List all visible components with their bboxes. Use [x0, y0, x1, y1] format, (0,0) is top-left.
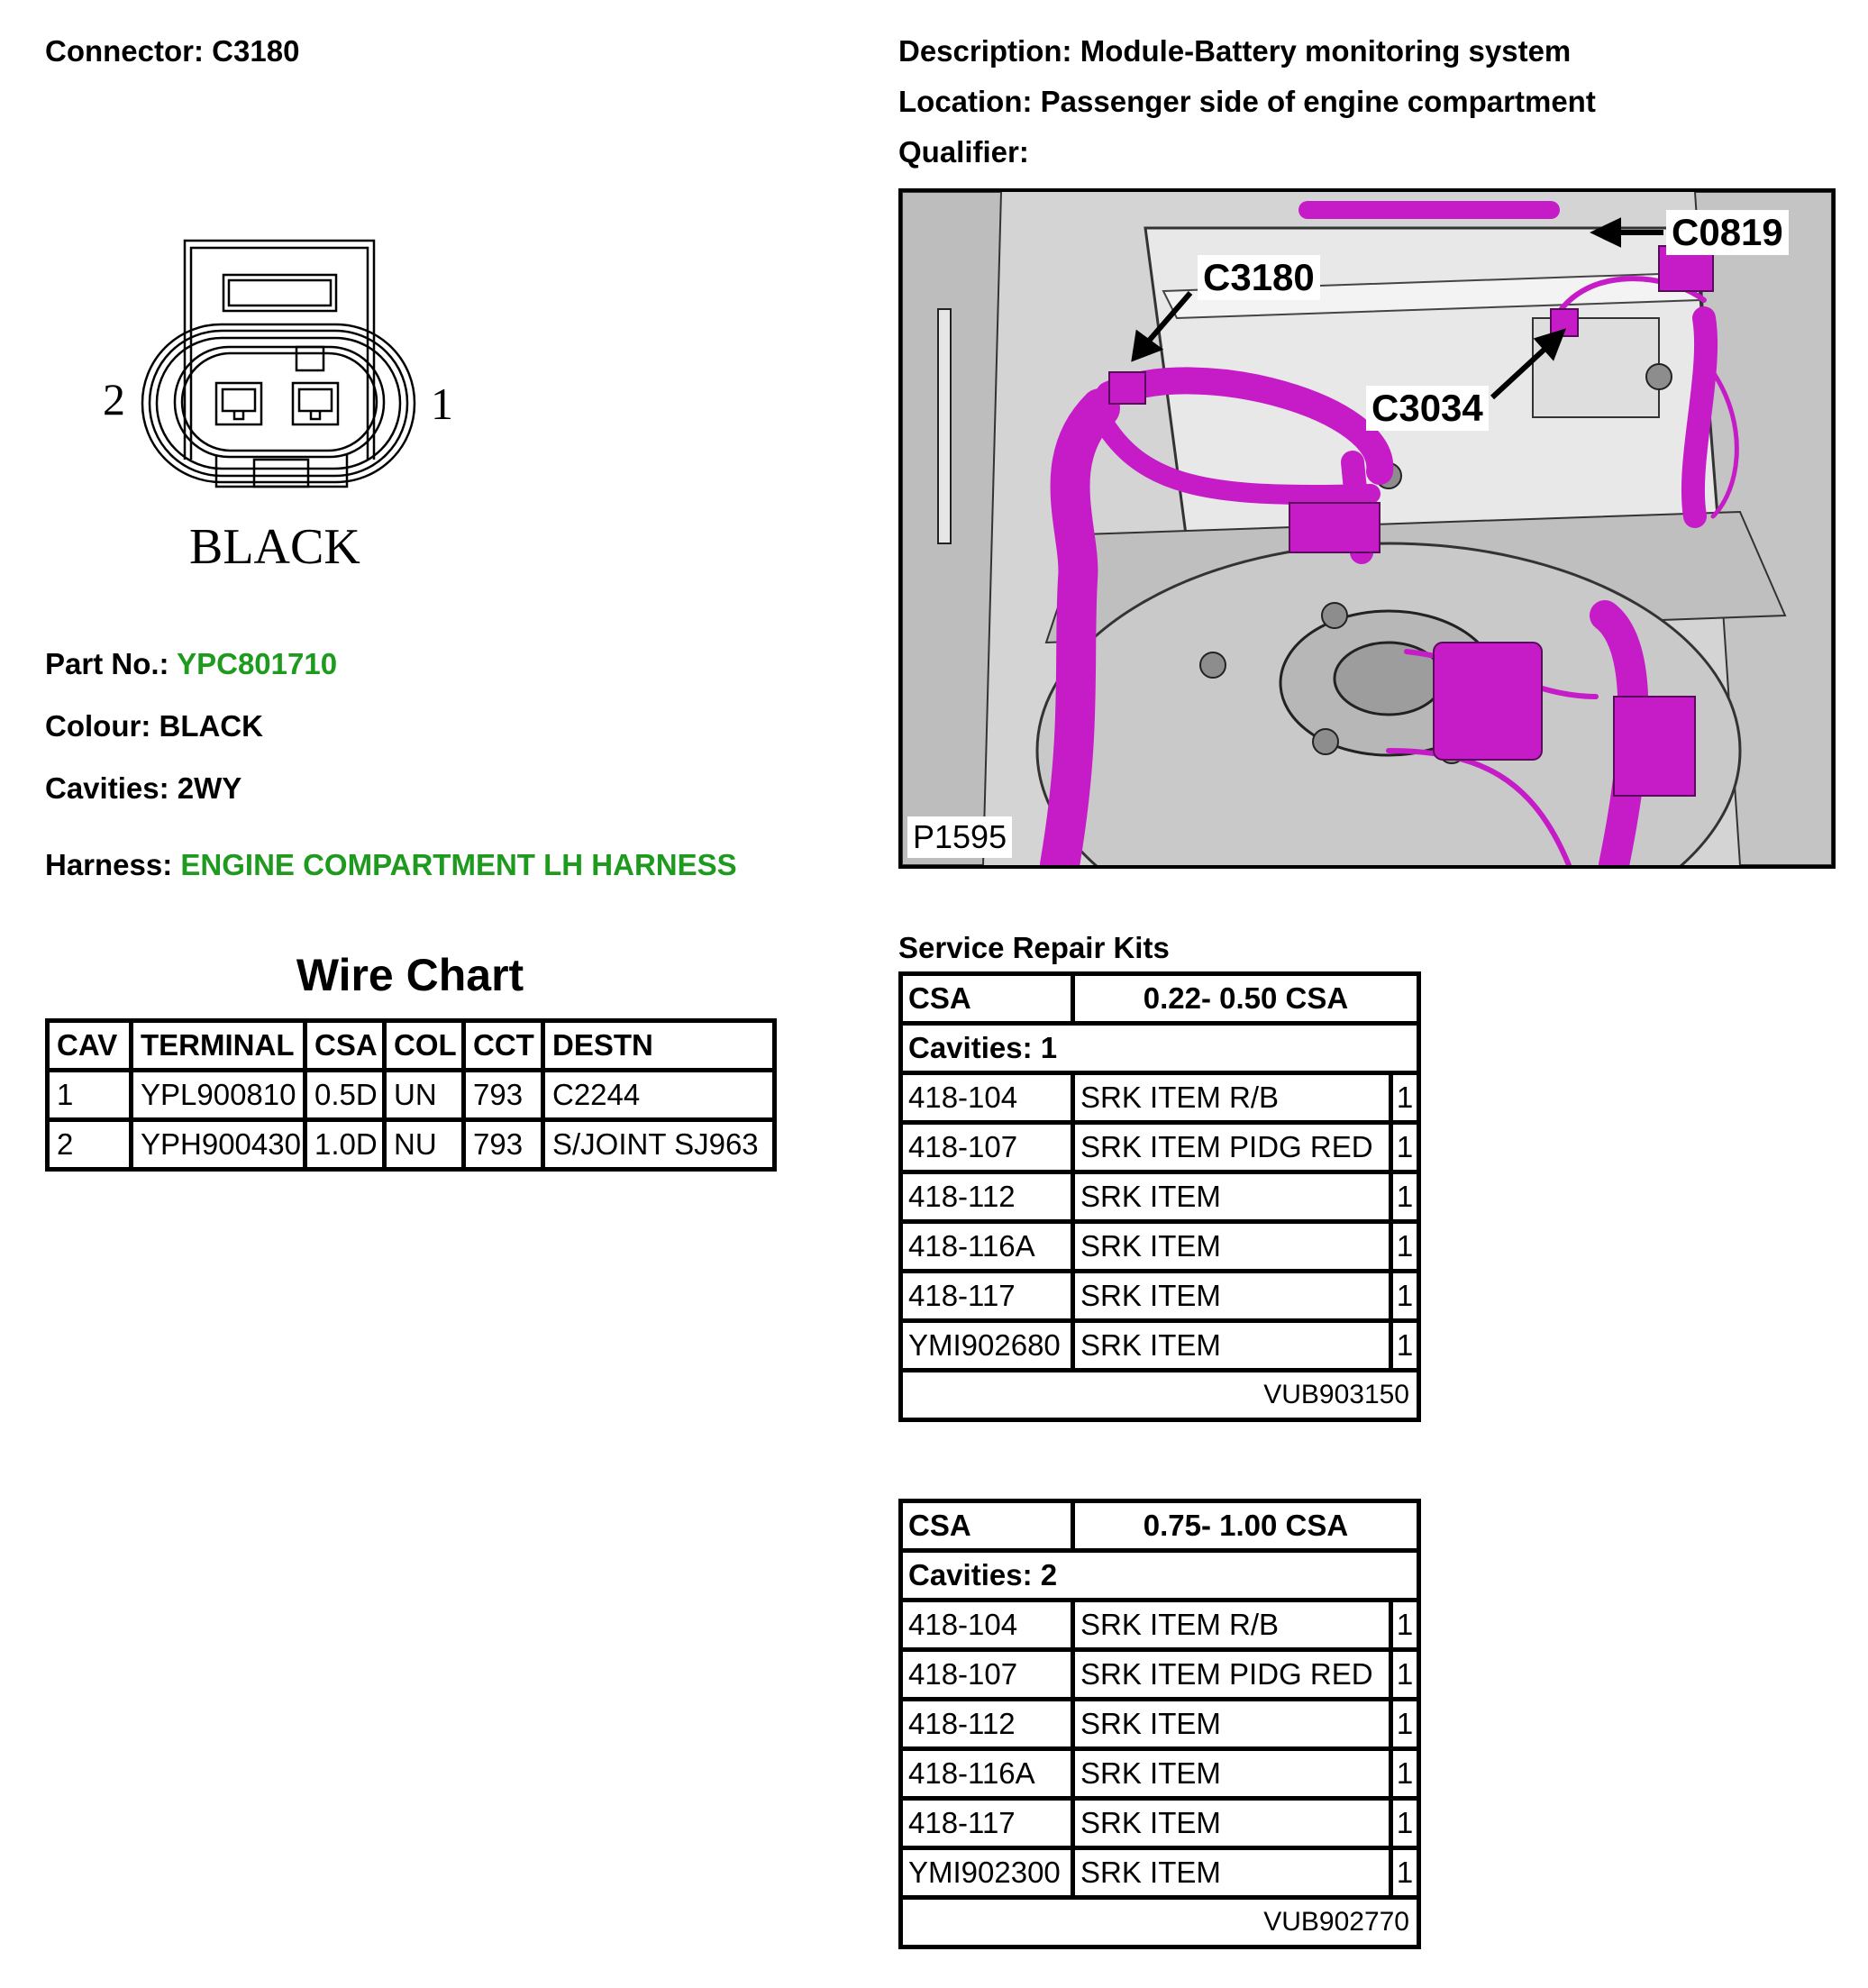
callout-c0819: C0819: [1666, 210, 1789, 255]
connector-face-diagram: [90, 230, 469, 590]
kit-item-qty: 1: [1391, 1749, 1419, 1799]
kit-item-row: [901, 1321, 1419, 1371]
kit-item-code: 418-112: [901, 1700, 1073, 1749]
wire-chart-header-col: COL: [385, 1021, 464, 1071]
kit-item-desc: SRK ITEM R/B: [1073, 1073, 1391, 1123]
kit-item-code: 418-104: [901, 1073, 1073, 1123]
kit-item-qty: 1: [1391, 1799, 1419, 1848]
kit-item-desc: SRK ITEM PIDG RED: [1073, 1123, 1391, 1172]
kit-item-row: [901, 1799, 1419, 1848]
kit-item-row: [901, 1600, 1419, 1650]
kit-item-qty: 1: [1391, 1650, 1419, 1700]
kit-item-row: [901, 1700, 1419, 1749]
part-no-value: YPC801710: [177, 647, 338, 680]
wire-chart-header-cct: CCT: [464, 1021, 543, 1071]
kit-csa-value: 0.22- 0.50 CSA: [1073, 974, 1419, 1024]
kit-item-qty: 1: [1391, 1172, 1419, 1222]
cavities-value: 2WY: [177, 771, 242, 805]
wire-chart-row: [48, 1071, 775, 1120]
kit-item-qty: 1: [1391, 1123, 1419, 1172]
wire-chart-table: [45, 1018, 777, 1172]
kit-item-code: 418-116A: [901, 1749, 1073, 1799]
connector-colour-text: BLACK: [189, 519, 360, 575]
kit-item-desc: SRK ITEM PIDG RED: [1073, 1650, 1391, 1700]
wire-chart-header-cav: CAV: [48, 1021, 132, 1071]
kit-item-row: [901, 1272, 1419, 1321]
wire-chart-cell: S/JOINT SJ963: [543, 1120, 775, 1170]
kit-item-code: 418-104: [901, 1600, 1073, 1650]
kit-number: VUB902770: [901, 1898, 1419, 1947]
harness-value: ENGINE COMPARTMENT LH HARNESS: [180, 848, 737, 881]
wire-chart-row: [48, 1120, 775, 1170]
cavities-line: [45, 771, 241, 806]
kit-number: VUB903150: [901, 1371, 1419, 1420]
kit-item-row: [901, 1749, 1419, 1799]
kit-item-code: 418-112: [901, 1172, 1073, 1222]
wire-chart-cell: 2: [48, 1120, 132, 1170]
description-label: Description:: [898, 34, 1072, 68]
wire-chart-cell: 0.5D: [305, 1071, 385, 1120]
wire-chart-cell: YPH900430: [132, 1120, 305, 1170]
repair-kit-table-1: [898, 971, 1421, 1422]
kit-item-desc: SRK ITEM: [1073, 1799, 1391, 1848]
kit-item-qty: 1: [1391, 1272, 1419, 1321]
kit-csa-label: CSA: [901, 974, 1073, 1024]
wire-chart-cell: NU: [385, 1120, 464, 1170]
pin-2-label: 2: [103, 374, 125, 424]
harness-line: [45, 848, 737, 882]
callout-c3180: C3180: [1198, 255, 1320, 300]
part-no-label: Part No.:: [45, 647, 169, 680]
wire-chart-cell: UN: [385, 1071, 464, 1120]
wire-chart-header-csa: CSA: [305, 1021, 385, 1071]
kit-item-code: 418-107: [901, 1650, 1073, 1700]
kit-item-code: 418-117: [901, 1272, 1073, 1321]
wire-chart-header-row: [48, 1021, 775, 1071]
kit-item-row: [901, 1222, 1419, 1272]
kit-item-row: [901, 1172, 1419, 1222]
kit-item-desc: SRK ITEM: [1073, 1848, 1391, 1898]
wire-chart-header-destn: DESTN: [543, 1021, 775, 1071]
kit-item-qty: 1: [1391, 1600, 1419, 1650]
kit-cavities: Cavities: 1: [901, 1024, 1419, 1073]
kit-item-desc: SRK ITEM: [1073, 1272, 1391, 1321]
colour-label: Colour:: [45, 709, 151, 743]
pin-1-label: 1: [431, 378, 453, 429]
wire-chart-cell: 1: [48, 1071, 132, 1120]
wire-chart-cell: YPL900810: [132, 1071, 305, 1120]
wire-chart-cell: 793: [464, 1071, 543, 1120]
location-label: Location:: [898, 85, 1033, 118]
colour-line: [45, 709, 263, 743]
location-line: [898, 85, 1596, 119]
kit-item-code: YMI902680: [901, 1321, 1073, 1371]
connector-location-photo: [898, 188, 1836, 869]
qualifier-label: Qualifier:: [898, 135, 1029, 169]
kit-item-qty: 1: [1391, 1073, 1419, 1123]
kit-item-code: 418-117: [901, 1799, 1073, 1848]
description-line: [898, 34, 1571, 68]
colour-value: BLACK: [159, 709, 263, 743]
kit-item-desc: SRK ITEM: [1073, 1700, 1391, 1749]
wire-chart-header-terminal: TERMINAL: [132, 1021, 305, 1071]
service-repair-kits-title: Service Repair Kits: [898, 931, 1170, 964]
kit-item-qty: 1: [1391, 1700, 1419, 1749]
engine-bay-illustration: [902, 192, 1832, 865]
kit-item-code: YMI902300: [901, 1848, 1073, 1898]
kit-item-code: 418-116A: [901, 1222, 1073, 1272]
description-value: Module-Battery monitoring system: [1080, 34, 1572, 68]
qualifier-line: [898, 135, 1029, 169]
kit-item-desc: SRK ITEM: [1073, 1222, 1391, 1272]
kit-item-row: [901, 1650, 1419, 1700]
kit-item-desc: SRK ITEM R/B: [1073, 1600, 1391, 1650]
kit-item-row: [901, 1123, 1419, 1172]
kit-item-desc: SRK ITEM: [1073, 1749, 1391, 1799]
figure-id: P1595: [907, 816, 1012, 858]
cavities-label: Cavities:: [45, 771, 169, 805]
connector-value: C3180: [212, 34, 300, 68]
wire-chart-title: Wire Chart: [296, 950, 524, 1000]
kit-csa-label: CSA: [901, 1501, 1073, 1551]
kit-item-qty: 1: [1391, 1222, 1419, 1272]
kit-item-qty: 1: [1391, 1848, 1419, 1898]
wire-chart-cell: 1.0D: [305, 1120, 385, 1170]
kit-item-desc: SRK ITEM: [1073, 1172, 1391, 1222]
wire-chart-cell: 793: [464, 1120, 543, 1170]
repair-kit-table-2: [898, 1499, 1421, 1949]
kit-cavities: Cavities: 2: [901, 1551, 1419, 1600]
callout-c3034: C3034: [1366, 386, 1489, 431]
kit-item-qty: 1: [1391, 1321, 1419, 1371]
harness-label: Harness:: [45, 848, 173, 881]
kit-item-code: 418-107: [901, 1123, 1073, 1172]
connector-line: [45, 34, 299, 68]
location-value: Passenger side of engine compartment: [1040, 85, 1596, 118]
wire-chart-cell: C2244: [543, 1071, 775, 1120]
connector-label: Connector:: [45, 34, 204, 68]
part-no-line: [45, 647, 337, 681]
kit-item-row: [901, 1073, 1419, 1123]
kit-item-row: [901, 1848, 1419, 1898]
kit-item-desc: SRK ITEM: [1073, 1321, 1391, 1371]
kit-csa-value: 0.75- 1.00 CSA: [1073, 1501, 1419, 1551]
